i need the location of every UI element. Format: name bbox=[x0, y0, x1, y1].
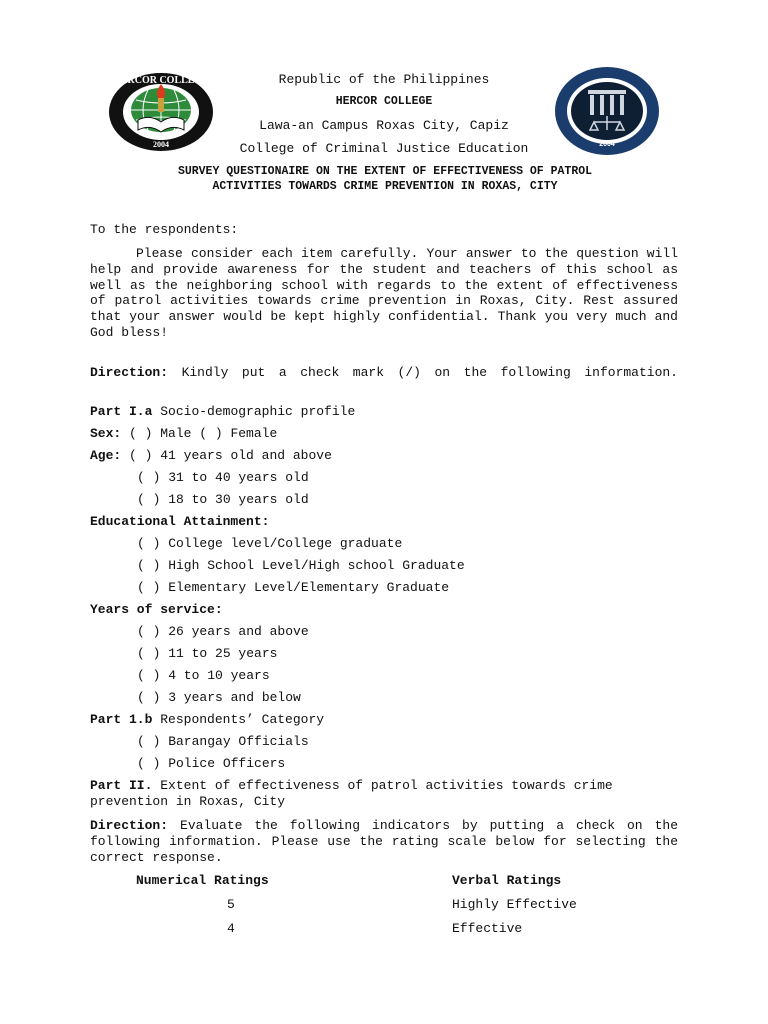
survey-title-line-2: ACTIVITIES TOWARDS CRIME PREVENTION IN ROXAS, CITY bbox=[212, 180, 558, 193]
part-1a-label: Part I.a bbox=[90, 404, 153, 419]
rating-num-2: 4 bbox=[227, 921, 235, 936]
sex-row bbox=[90, 426, 277, 441]
rating-verbal-1: Highly Effective bbox=[452, 897, 577, 912]
department-line: College of Criminal Justice Education bbox=[239, 141, 529, 156]
left-logo-name: HERCOR COLLEGE bbox=[113, 75, 209, 86]
direction-1-text: Kindly put a check mark (/) on the following information. bbox=[181, 365, 678, 380]
verbal-ratings-header: Verbal Ratings bbox=[452, 873, 562, 888]
survey-title bbox=[90, 164, 680, 194]
edu-label-text: Educational Attainment: bbox=[90, 514, 270, 529]
right-logo-year: 2004 bbox=[599, 141, 615, 148]
direction-2 bbox=[90, 818, 678, 865]
rating-verbal-2: Effective bbox=[452, 921, 523, 936]
years-option-4: ( ) 3 years and below bbox=[137, 690, 301, 705]
salutation: To the respondents: bbox=[90, 222, 239, 237]
direction-2-label: Direction: bbox=[90, 818, 169, 833]
sex-options: ( ) Male ( ) Female bbox=[129, 426, 278, 441]
part-2-text: Extent of effectiveness of patrol activities towards crime prevention in Roxas, City bbox=[90, 778, 613, 809]
part-2-heading bbox=[90, 778, 678, 810]
direction-1-label: Direction: bbox=[90, 365, 169, 380]
part-1a-text: Socio-demographic profile bbox=[160, 404, 356, 419]
age-option-1: ( ) 41 years old and above bbox=[129, 448, 332, 463]
part-1b-text: Respondents’ Category bbox=[160, 712, 325, 727]
part-1b-label: Part 1.b bbox=[90, 712, 153, 727]
numerical-ratings-header: Numerical Ratings bbox=[136, 873, 269, 888]
campus-line: Lawa-an Campus Roxas City, Capiz bbox=[259, 118, 509, 133]
intro-paragraph: Please consider each item carefully. Your answer to the question will help and provide awareness for the student and teachers of this school as well as the neighboring school with regards to the extent of effectiveness of patrol activities towards crime prevention in Roxas, City. Rest assured that your answer would be kept highly confidential. Thank you very much and God bless! bbox=[90, 246, 678, 340]
survey-title-line-1: SURVEY QUESTIONAIRE ON THE EXTENT OF EFFECTIVENESS OF PATROL bbox=[177, 165, 593, 178]
part-1a-heading bbox=[90, 404, 355, 419]
republic-line: Republic of the Philippines bbox=[278, 72, 490, 87]
years-label-text: Years of service: bbox=[90, 602, 223, 617]
sex-label: Sex: bbox=[90, 426, 122, 441]
years-option-2: ( ) 11 to 25 years bbox=[137, 646, 278, 661]
rating-num-1: 5 bbox=[227, 897, 235, 912]
category-option-1: ( ) Barangay Officials bbox=[137, 734, 309, 749]
age-option-2: ( ) 31 to 40 years old bbox=[137, 470, 309, 485]
direction-2-text: Evaluate the following indicators by putting a check on the following information. Please use the rating scale below for selecting the correct response. bbox=[90, 818, 678, 865]
part-2-label: Part II. bbox=[90, 778, 153, 793]
age-row bbox=[90, 448, 332, 463]
edu-option-2: ( ) High School Level/High school Graduate bbox=[137, 558, 465, 573]
age-label: Age: bbox=[90, 448, 122, 463]
part-1b-heading bbox=[90, 712, 324, 727]
years-option-1: ( ) 26 years and above bbox=[137, 624, 309, 639]
years-label bbox=[90, 602, 223, 617]
edu-label bbox=[90, 514, 269, 529]
left-logo-year: 2004 bbox=[153, 140, 169, 149]
age-option-3: ( ) 18 to 30 years old bbox=[137, 492, 309, 507]
years-option-3: ( ) 4 to 10 years bbox=[137, 668, 270, 683]
college-name: HERCOR COLLEGE bbox=[335, 95, 433, 108]
hercor-college-logo bbox=[108, 72, 214, 152]
edu-option-3: ( ) Elementary Level/Elementary Graduate bbox=[137, 580, 450, 595]
category-option-2: ( ) Police Officers bbox=[137, 756, 286, 771]
edu-option-1: ( ) College level/College graduate bbox=[137, 536, 403, 551]
direction-1 bbox=[90, 365, 678, 381]
